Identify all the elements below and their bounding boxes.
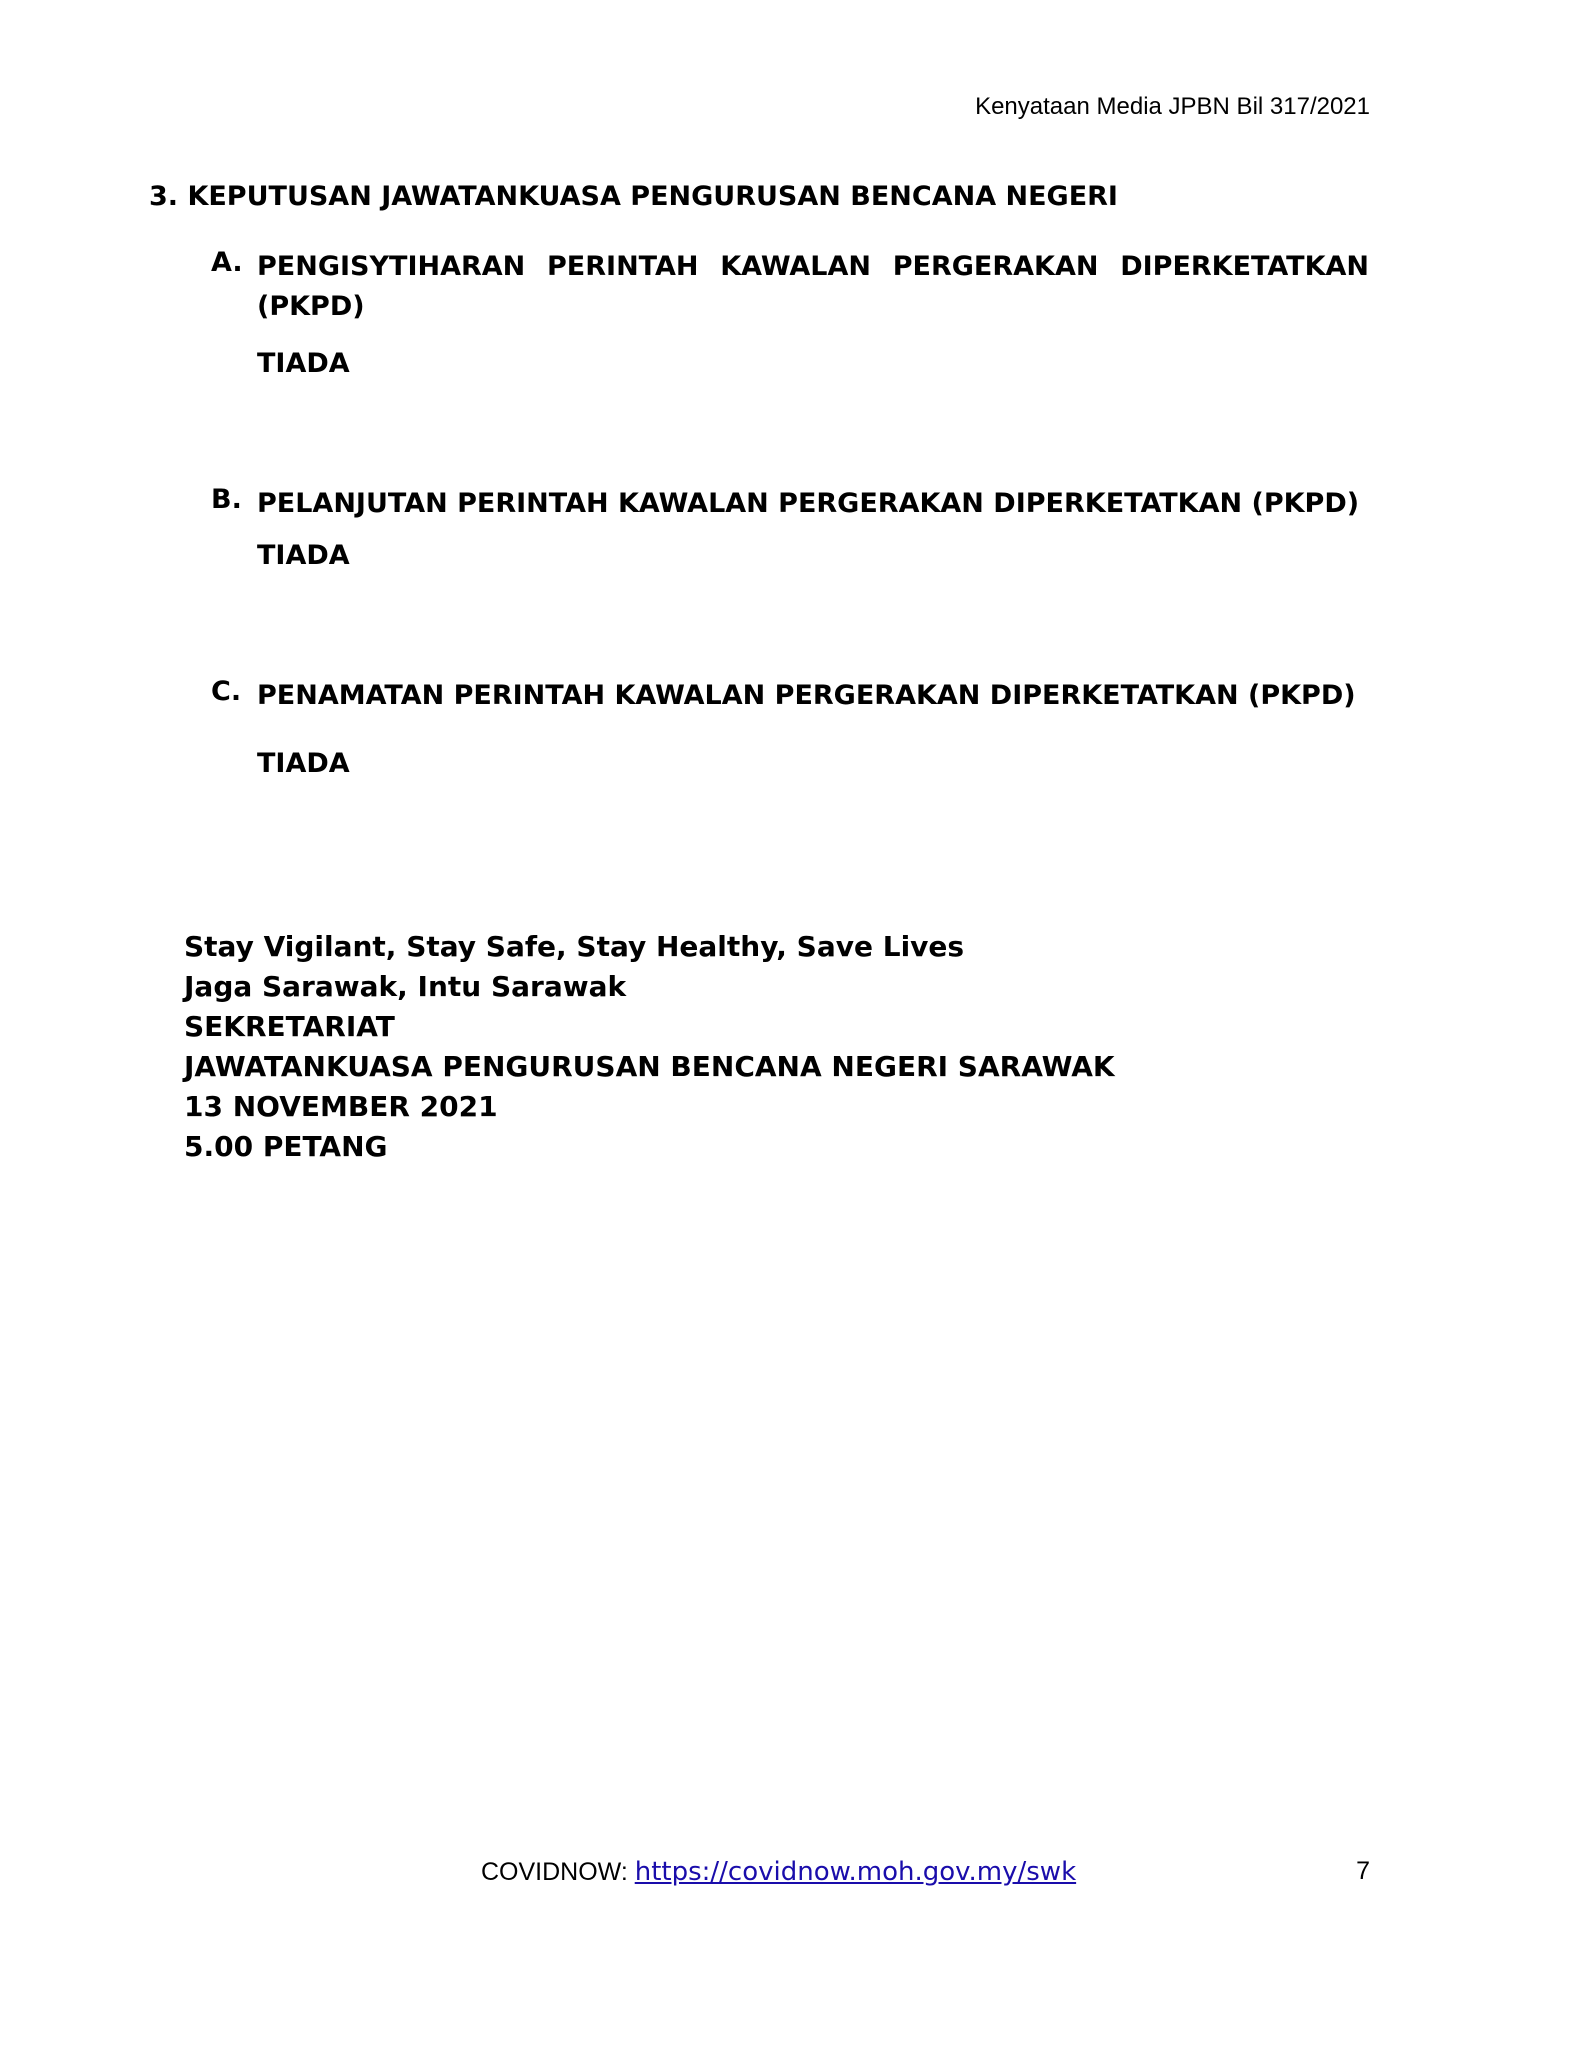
subsection-c-title: PENAMATAN PERINTAH KAWALAN PERGERAKAN DIPERKETATKAN (PKPD) [257, 680, 1356, 711]
signoff-time: 5.00 PETANG [184, 1130, 388, 1163]
subsection-c [211, 676, 1369, 716]
page-number: 7 [1356, 1857, 1370, 1885]
subsection-b-status: TIADA [257, 540, 350, 571]
footer-label: COVIDNOW: [481, 1858, 635, 1886]
subsection-a-title: PENGISYTIHARAN PERINTAH KAWALAN PERGERAKAN DIPERKETATKAN (PKPD) [257, 251, 1369, 322]
subsection-c-status: TIADA [257, 748, 350, 779]
subsection-a-status: TIADA [257, 348, 350, 379]
subsection-b-title: PELANJUTAN PERINTAH KAWALAN PERGERAKAN DIPERKETATKAN (PKPD) [257, 488, 1360, 519]
signoff-slogan-1: Stay Vigilant, Stay Safe, Stay Healthy, Save Lives [184, 930, 965, 963]
footer [481, 1857, 1076, 1887]
subsection-c-letter: C. [211, 676, 242, 707]
section-heading: 3. KEPUTUSAN JAWATANKUASA PENGURUSAN BENCANA NEGERI [149, 181, 1118, 212]
signoff-organisation-2: JAWATANKUASA PENGURUSAN BENCANA NEGERI SARAWAK [184, 1050, 1115, 1083]
subsection-b-letter: B. [211, 484, 242, 515]
signoff-slogan-2: Jaga Sarawak, Intu Sarawak [184, 970, 627, 1003]
signoff-organisation-1: SEKRETARIAT [184, 1010, 395, 1043]
subsection-a-letter: A. [211, 247, 243, 278]
covidnow-link[interactable]: https://covidnow.moh.gov.my/swk [634, 1857, 1077, 1887]
signoff-date: 13 NOVEMBER 2021 [184, 1090, 498, 1123]
media-statement-reference: Kenyataan Media JPBN Bil 317/2021 [975, 93, 1370, 120]
subsection-a [211, 247, 1369, 327]
subsection-b [211, 484, 1369, 524]
signoff-block [184, 927, 1115, 1167]
